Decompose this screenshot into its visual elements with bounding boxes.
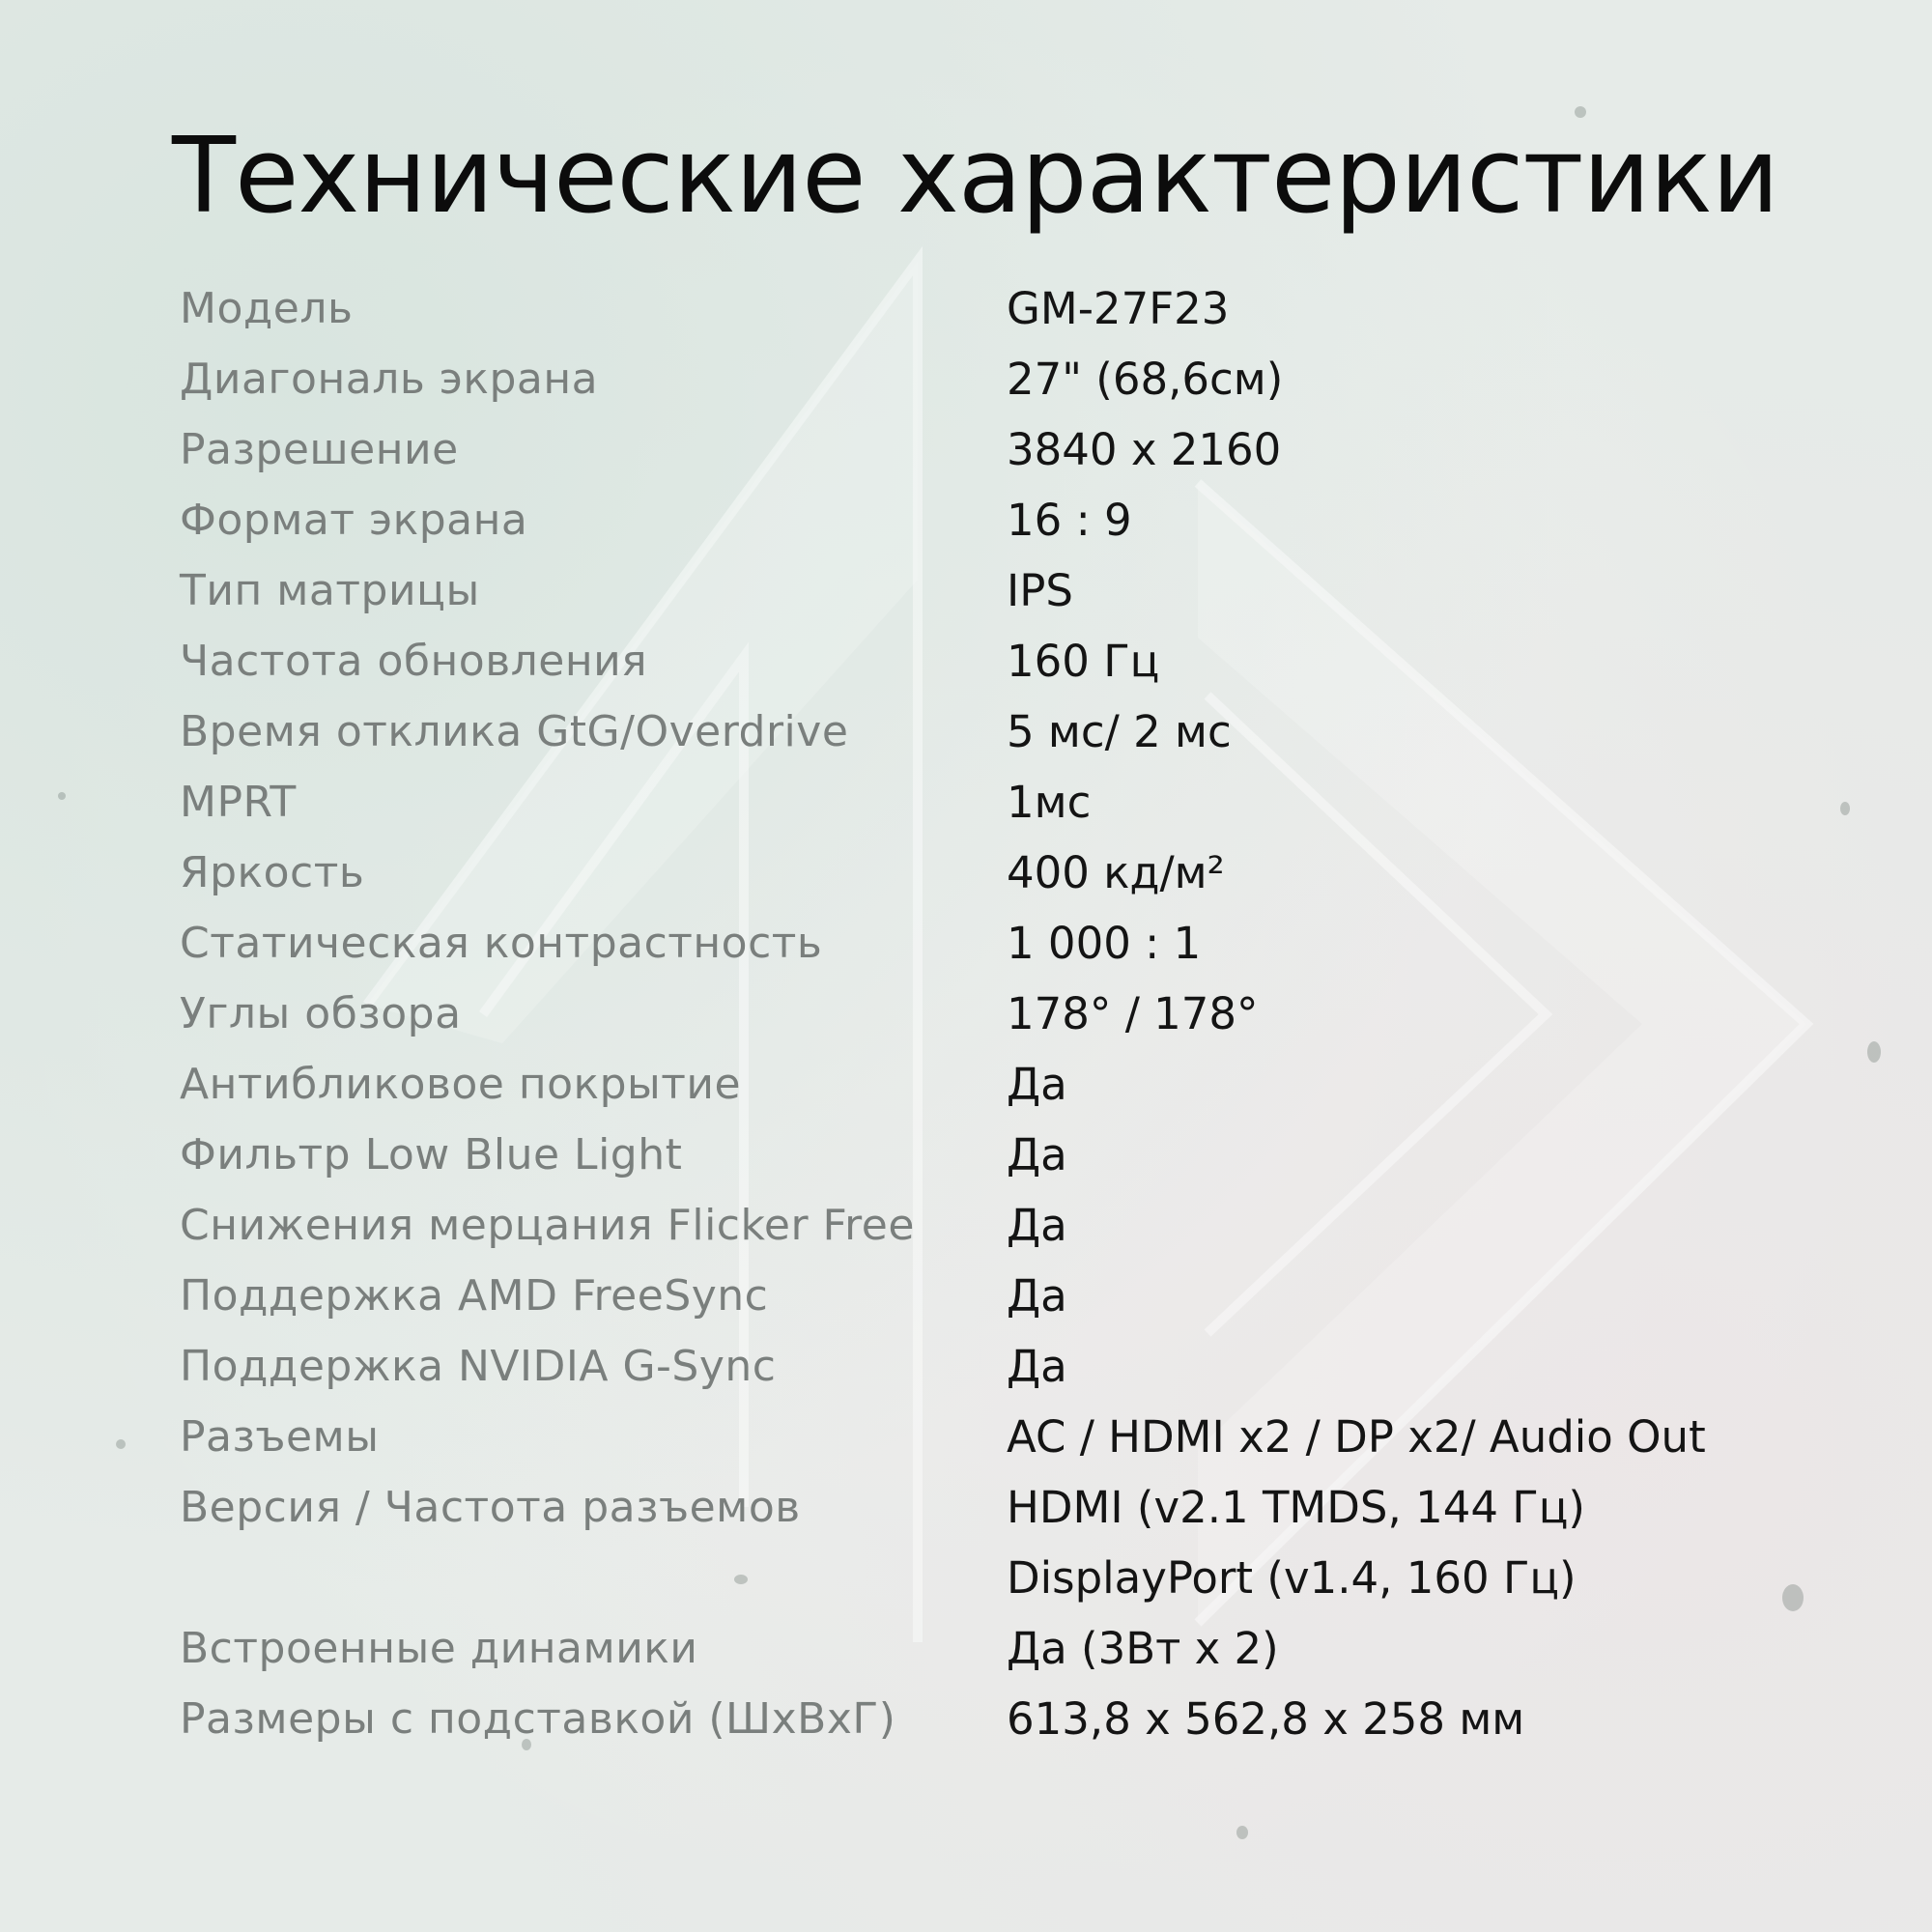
spec-value: 3840 x 2160 [1007, 424, 1282, 475]
spec-value: Да [1007, 1341, 1067, 1392]
spec-label: Частота обновления [180, 637, 648, 686]
spec-value-list [1007, 1472, 1585, 1613]
spec-row-brightness [180, 838, 1822, 908]
spec-value: 613,8 x 562,8 x 258 мм [1007, 1693, 1525, 1745]
spec-label: Поддержка NVIDIA G-Sync [180, 1342, 777, 1391]
spec-row-diagonal [180, 344, 1822, 414]
spec-value: 1мс [1007, 777, 1092, 828]
spec-label: Снижения мерцания Flicker Free [180, 1201, 915, 1250]
spec-row-response-time [180, 696, 1822, 767]
spec-label: Статическая контрастность [180, 919, 823, 968]
spec-label: Поддержка AMD FreeSync [180, 1271, 769, 1321]
spec-value: 178° / 178° [1007, 988, 1259, 1039]
spec-row-low-blue-light [180, 1120, 1822, 1190]
spec-row-flicker-free [180, 1190, 1822, 1261]
spec-row-dimensions [180, 1684, 1822, 1754]
spec-value: Да [1007, 1270, 1067, 1321]
spec-label: Модель [180, 284, 354, 333]
spec-label: Разъемы [180, 1412, 380, 1462]
spec-value: 5 мс/ 2 мс [1007, 706, 1232, 757]
spec-label: Время отклика GtG/Overdrive [180, 707, 849, 756]
spec-row-anti-glare [180, 1049, 1822, 1120]
spec-label: Антибликовое покрытие [180, 1060, 742, 1109]
spec-value: AC / HDMI x2 / DP x2/ Audio Out [1007, 1411, 1706, 1463]
spec-label: MPRT [180, 778, 297, 827]
texture-speck [1236, 1826, 1248, 1839]
spec-row-speakers [180, 1613, 1822, 1684]
spec-row-mprt [180, 767, 1822, 838]
spec-label: Версия / Частота разъемов [180, 1483, 801, 1532]
spec-row-aspect-ratio [180, 485, 1822, 555]
spec-label: Диагональ экрана [180, 355, 599, 404]
spec-label: Размеры с подставкой (ШхВхГ) [180, 1694, 896, 1744]
spec-value: 1 000 : 1 [1007, 918, 1202, 969]
spec-table [180, 273, 1822, 1754]
spec-row-port-versions [180, 1472, 1822, 1613]
spec-value-hdmi: HDMI (v2.1 TMDS, 144 Гц) [1007, 1482, 1585, 1533]
spec-value: Да [1007, 1059, 1067, 1110]
spec-value: Да [1007, 1200, 1067, 1251]
spec-value: Да (3Вт x 2) [1007, 1623, 1279, 1674]
spec-value: GM-27F23 [1007, 283, 1230, 334]
spec-label: Тип матрицы [180, 566, 480, 615]
spec-value: 16 : 9 [1007, 495, 1132, 546]
spec-label: Формат экрана [180, 496, 528, 545]
spec-label: Разрешение [180, 425, 459, 474]
texture-speck [1867, 1041, 1881, 1063]
spec-label: Фильтр Low Blue Light [180, 1130, 683, 1179]
spec-label: Яркость [180, 848, 365, 897]
spec-row-resolution [180, 414, 1822, 485]
spec-row-refresh-rate [180, 626, 1822, 696]
texture-speck [1840, 802, 1850, 815]
spec-value-displayport: DisplayPort (v1.4, 160 Гц) [1007, 1552, 1577, 1604]
texture-speck [58, 792, 66, 800]
spec-label: Встроенные динамики [180, 1624, 698, 1673]
spec-label: Углы обзора [180, 989, 462, 1038]
spec-value: 160 Гц [1007, 636, 1160, 687]
spec-row-freesync [180, 1261, 1822, 1331]
texture-speck [116, 1439, 126, 1449]
spec-row-g-sync [180, 1331, 1822, 1402]
page-title: Технические характеристики [172, 116, 1779, 237]
spec-row-panel-type [180, 555, 1822, 626]
spec-row-contrast [180, 908, 1822, 979]
spec-value: 27" (68,6см) [1007, 354, 1284, 405]
spec-value: IPS [1007, 565, 1073, 616]
spec-row-viewing-angles [180, 979, 1822, 1049]
spec-value: Да [1007, 1129, 1067, 1180]
spec-row-ports [180, 1402, 1822, 1472]
spec-value: 400 кд/м² [1007, 847, 1225, 898]
spec-row-model [180, 273, 1822, 344]
